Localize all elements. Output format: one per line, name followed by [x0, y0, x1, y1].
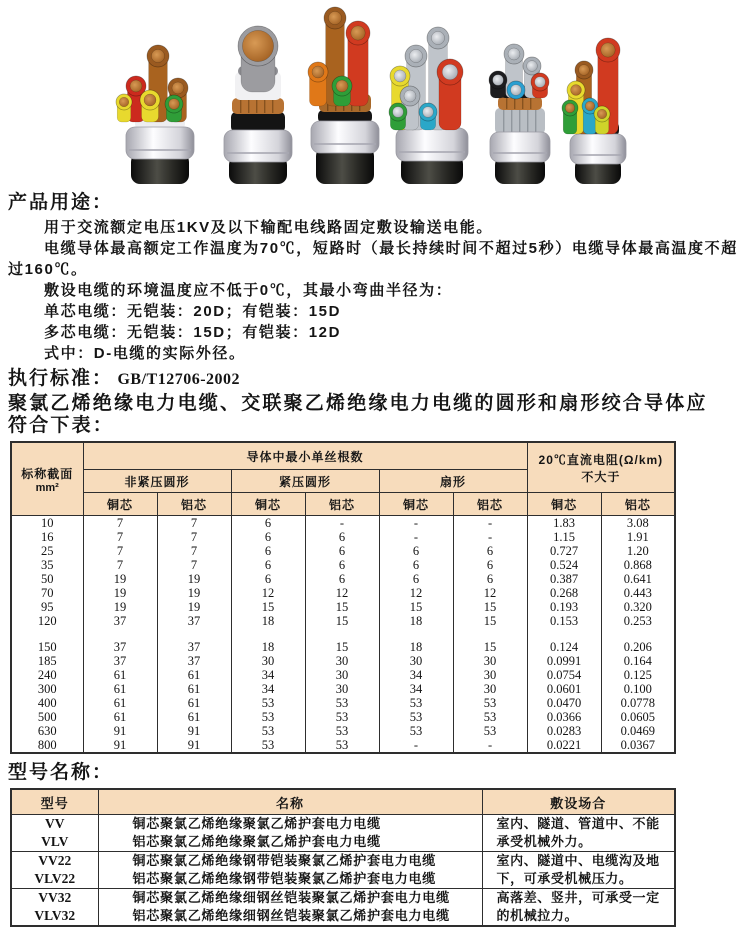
conductor-cell: 16	[11, 530, 83, 544]
spacer-cell	[379, 628, 453, 640]
th-copper-core: 铜芯	[83, 493, 157, 516]
th-min-strands: 导体中最小单丝根数	[83, 442, 527, 470]
model-row	[11, 889, 675, 908]
conductor-cell: 61	[83, 668, 157, 682]
th-dc-resistance: 20℃直流电阻(Ω/km) 不大于	[527, 442, 675, 493]
conductor-cell: 12	[305, 586, 379, 600]
conductor-cell: 53	[305, 724, 379, 738]
conductor-cell: 30	[305, 654, 379, 668]
conductor-cell: 19	[157, 572, 231, 586]
model-code: VV32	[11, 889, 98, 908]
conductor-cell: 0.727	[527, 544, 601, 558]
standard-line	[8, 368, 690, 391]
conductor-row	[11, 710, 675, 724]
cable-sample	[389, 27, 468, 184]
conductor-row	[11, 738, 675, 753]
conductor-cell: 30	[231, 654, 305, 668]
laying-occasion: 高落差、竖井，可承受一定的机械拉力。	[482, 889, 675, 927]
conductor-cell: 0.253	[601, 614, 675, 628]
conductor-table	[10, 441, 676, 754]
conductor-cell: 53	[379, 710, 453, 724]
conductor-row	[11, 572, 675, 586]
conductor-cell: 6	[231, 516, 305, 531]
conductor-cell: 53	[231, 696, 305, 710]
conductor-row	[11, 640, 675, 654]
conductor-cell: 6	[453, 544, 527, 558]
usage-paragraph: 多芯电缆：无铠装：15D；有铠装：12D	[44, 324, 342, 341]
conductor-cell: 0.0470	[527, 696, 601, 710]
conductor-cell: 15	[305, 600, 379, 614]
conductor-cell: 30	[305, 668, 379, 682]
th-aluminum-core: 铝芯	[157, 493, 231, 516]
conductor-cell: -	[453, 516, 527, 531]
conductor-cell: 37	[157, 640, 231, 654]
conductor-cell: 37	[83, 614, 157, 628]
conductor-cell: 1.83	[527, 516, 601, 531]
conductor-cell: 53	[231, 710, 305, 724]
conductor-cell: 6	[379, 544, 453, 558]
models-title: 型号名称：	[8, 762, 114, 783]
conductor-cell: 61	[157, 696, 231, 710]
conductor-cell: 53	[453, 696, 527, 710]
conductor-cell: 0.0469	[601, 724, 675, 738]
conductor-cell: 53	[305, 696, 379, 710]
conductor-cell: 30	[453, 668, 527, 682]
usage-title: 产品用途：	[8, 192, 114, 213]
conductor-cell: 0.206	[601, 640, 675, 654]
conductor-cell: 53	[379, 724, 453, 738]
conductor-cell: 91	[83, 738, 157, 753]
conductor-cell: 0.0778	[601, 696, 675, 710]
conductor-cell: 53	[453, 710, 527, 724]
conductor-cell: 19	[83, 600, 157, 614]
conductor-cell: 53	[453, 724, 527, 738]
conductor-cell: 18	[379, 614, 453, 628]
laying-occasion: 室内、隧道、管道中、不能承受机械外力。	[482, 815, 675, 852]
spacer-cell	[157, 628, 231, 640]
conductor-cell: 0.0991	[527, 654, 601, 668]
conductor-cell: 7	[83, 558, 157, 572]
conductor-cell: -	[305, 516, 379, 531]
conductor-cell: 95	[11, 600, 83, 614]
conductor-row	[11, 586, 675, 600]
conductor-cell: 6	[453, 558, 527, 572]
conductor-cell: 6	[231, 572, 305, 586]
conductor-cell: 15	[453, 600, 527, 614]
conductor-cell: 15	[379, 600, 453, 614]
conductor-cell: 150	[11, 640, 83, 654]
cable-sample	[489, 44, 550, 184]
conductor-cell: 53	[379, 696, 453, 710]
conductor-cell: 34	[379, 668, 453, 682]
conductor-cell: 37	[83, 640, 157, 654]
usage-paragraph: 式中：D-电缆的实际外径。	[44, 345, 246, 362]
conductor-row	[11, 544, 675, 558]
conductor-cell: 19	[157, 586, 231, 600]
conductor-cell: 0.125	[601, 668, 675, 682]
conductor-cell: 53	[305, 710, 379, 724]
conductor-cell: 0.641	[601, 572, 675, 586]
conductor-cell: -	[379, 516, 453, 531]
conductor-cell: 15	[453, 640, 527, 654]
conductor-cell: 18	[379, 640, 453, 654]
conductor-cell: 3.08	[601, 516, 675, 531]
conductor-cell: 400	[11, 696, 83, 710]
conductor-cell: 0.0605	[601, 710, 675, 724]
conductor-cell: 0.124	[527, 640, 601, 654]
conductor-cell: 37	[157, 614, 231, 628]
cable-sample	[308, 7, 379, 184]
conductor-cell: 7	[157, 544, 231, 558]
model-name: 铜芯聚氯乙烯绝缘钢带铠装聚氯乙烯护套电力电缆	[98, 852, 482, 871]
conductor-row	[11, 558, 675, 572]
conductor-cell: 18	[231, 640, 305, 654]
conductor-cell: 6	[379, 558, 453, 572]
conductor-cell: 7	[83, 516, 157, 531]
th-copper-core: 铜芯	[527, 493, 601, 516]
conductor-cell: 12	[231, 586, 305, 600]
usage-paragraph: 敷设电缆的环境温度应不低于0℃，其最小弯曲半径为：	[44, 282, 453, 299]
conductor-cell: 61	[83, 682, 157, 696]
model-code: VLV22	[11, 870, 98, 889]
conductor-row	[11, 614, 675, 628]
standard-value: GB/T12706-2002	[117, 371, 241, 388]
conductor-cell: 53	[231, 738, 305, 753]
usage-paragraph: 单芯电缆：无铠装：20D；有铠装：15D	[44, 303, 342, 320]
conductor-row	[11, 600, 675, 614]
th-nominal-section: 标称截面 mm²	[11, 442, 83, 516]
conductor-cell: 0.868	[601, 558, 675, 572]
intro-line-2: 符合下表：	[8, 415, 115, 436]
conductor-cell: 37	[83, 654, 157, 668]
conductor-cell: 0.193	[527, 600, 601, 614]
conductor-cell: 7	[157, 558, 231, 572]
conductor-cell: 0.524	[527, 558, 601, 572]
conductor-cell: 120	[11, 614, 83, 628]
model-name: 铜芯聚氯乙烯绝缘细钢丝铠装聚氯乙烯护套电力电缆	[98, 889, 482, 908]
model-code: VLV	[11, 833, 98, 852]
conductor-cell: 91	[157, 738, 231, 753]
spacer-cell	[601, 628, 675, 640]
conductor-cell: -	[379, 530, 453, 544]
conductor-cell: -	[453, 530, 527, 544]
th-noncompacted-round: 非紧压圆形	[83, 470, 231, 493]
usage-paragraph: 用于交流额定电压1KV及以下输配电线路固定敷设输送电能。	[44, 219, 493, 236]
conductor-cell: 91	[157, 724, 231, 738]
conductor-cell: 185	[11, 654, 83, 668]
conductor-cell: 0.0754	[527, 668, 601, 682]
conductor-cell: 1.15	[527, 530, 601, 544]
conductor-cell: 50	[11, 572, 83, 586]
model-table	[10, 788, 676, 927]
conductor-cell: 6	[231, 558, 305, 572]
th-aluminum-core: 铝芯	[453, 493, 527, 516]
conductor-cell: 61	[157, 710, 231, 724]
conductor-cell: -	[379, 738, 453, 753]
conductor-cell: 6	[305, 530, 379, 544]
conductor-cell: 34	[231, 668, 305, 682]
conductor-cell: 10	[11, 516, 83, 531]
th-copper-core: 铜芯	[379, 493, 453, 516]
conductor-cell: 25	[11, 544, 83, 558]
conductor-cell: 300	[11, 682, 83, 696]
conductor-table-intro	[8, 393, 708, 437]
model-row	[11, 815, 675, 834]
conductor-cell: 1.20	[601, 544, 675, 558]
conductor-cell: 19	[83, 572, 157, 586]
cable-samples-photo	[0, 0, 700, 190]
conductor-cell: 0.0601	[527, 682, 601, 696]
cable-sample	[224, 26, 292, 184]
conductor-cell: 500	[11, 710, 83, 724]
conductor-cell: 6	[453, 572, 527, 586]
conductor-row	[11, 682, 675, 696]
conductor-cell: 6	[379, 572, 453, 586]
spacer-cell	[83, 628, 157, 640]
conductor-row	[11, 654, 675, 668]
conductor-cell: 7	[157, 516, 231, 531]
conductor-cell: 61	[157, 668, 231, 682]
conductor-cell: 6	[305, 544, 379, 558]
th-laying-occasion: 敷设场合	[482, 789, 675, 815]
laying-occasion: 室内、隧道中、电缆沟及地下，可承受机械压力。	[482, 852, 675, 889]
conductor-cell: 6	[231, 530, 305, 544]
conductor-row	[11, 516, 675, 531]
conductor-cell: 30	[453, 654, 527, 668]
spacer-cell	[453, 628, 527, 640]
conductor-cell: 15	[231, 600, 305, 614]
conductor-row	[11, 696, 675, 710]
conductor-cell: 7	[83, 530, 157, 544]
cable-sample	[116, 45, 194, 184]
model-name: 铝芯聚氯乙烯绝缘钢带铠装聚氯乙烯护套电力电缆	[98, 870, 482, 889]
conductor-cell: 12	[379, 586, 453, 600]
th-model: 型号	[11, 789, 98, 815]
conductor-cell: 0.164	[601, 654, 675, 668]
model-code: VV	[11, 815, 98, 834]
spacer-cell	[305, 628, 379, 640]
th-aluminum-core: 铝芯	[305, 493, 379, 516]
conductor-cell: 70	[11, 586, 83, 600]
conductor-cell: 7	[83, 544, 157, 558]
conductor-cell: 53	[231, 724, 305, 738]
conductor-cell: 15	[305, 640, 379, 654]
conductor-cell: 61	[83, 696, 157, 710]
conductor-cell: 15	[453, 614, 527, 628]
conductor-cell: 6	[305, 572, 379, 586]
model-name: 铝芯聚氯乙烯绝缘细钢丝铠装聚氯乙烯护套电力电缆	[98, 907, 482, 926]
conductor-cell: 30	[453, 682, 527, 696]
th-copper-core: 铜芯	[231, 493, 305, 516]
usage-paragraph: 电缆导体最高额定工作温度为70℃，短路时（最长持续时间不超过5秒）电缆导体最高温度不超	[44, 240, 738, 257]
conductor-cell: 0.100	[601, 682, 675, 696]
conductor-cell: 7	[157, 530, 231, 544]
conductor-cell: 61	[83, 710, 157, 724]
conductor-cell: 1.91	[601, 530, 675, 544]
model-code: VLV32	[11, 907, 98, 926]
conductor-cell: 35	[11, 558, 83, 572]
model-name: 铜芯聚氯乙烯绝缘聚氯乙烯护套电力电缆	[98, 815, 482, 834]
conductor-cell: 6	[231, 544, 305, 558]
conductor-row	[11, 530, 675, 544]
conductor-cell: 53	[305, 738, 379, 753]
conductor-cell: 800	[11, 738, 83, 753]
conductor-cell: 18	[231, 614, 305, 628]
spacer-cell	[527, 628, 601, 640]
conductor-row	[11, 724, 675, 738]
conductor-cell: 34	[231, 682, 305, 696]
conductor-cell: 15	[305, 614, 379, 628]
conductor-cell: 30	[305, 682, 379, 696]
conductor-cell: 37	[157, 654, 231, 668]
conductor-cell: 12	[453, 586, 527, 600]
conductor-cell: 19	[83, 586, 157, 600]
model-name: 铝芯聚氯乙烯绝缘聚氯乙烯护套电力电缆	[98, 833, 482, 852]
usage-paragraphs	[8, 217, 738, 364]
group-spacer-row	[11, 628, 675, 640]
conductor-cell: -	[453, 738, 527, 753]
cable-sample	[562, 38, 626, 184]
conductor-cell: 240	[11, 668, 83, 682]
conductor-cell: 0.0366	[527, 710, 601, 724]
conductor-cell: 6	[305, 558, 379, 572]
conductor-cell: 34	[379, 682, 453, 696]
conductor-cell: 0.387	[527, 572, 601, 586]
usage-paragraph: 过160℃。	[8, 261, 88, 278]
conductor-cell: 0.268	[527, 586, 601, 600]
conductor-cell: 19	[157, 600, 231, 614]
model-code: VV22	[11, 852, 98, 871]
conductor-row	[11, 668, 675, 682]
conductor-cell: 0.320	[601, 600, 675, 614]
th-name: 名称	[98, 789, 482, 815]
spacer-cell	[11, 628, 83, 640]
conductor-cell: 630	[11, 724, 83, 738]
th-aluminum-core: 铝芯	[601, 493, 675, 516]
conductor-cell: 91	[83, 724, 157, 738]
th-compacted-round: 紧压圆形	[231, 470, 379, 493]
conductor-cell: 0.0367	[601, 738, 675, 753]
th-sector: 扇形	[379, 470, 527, 493]
conductor-cell: 0.0283	[527, 724, 601, 738]
spacer-cell	[231, 628, 305, 640]
conductor-cell: 61	[157, 682, 231, 696]
conductor-cell: 30	[379, 654, 453, 668]
conductor-cell: 0.153	[527, 614, 601, 628]
conductor-cell: 0.0221	[527, 738, 601, 753]
conductor-cell: 0.443	[601, 586, 675, 600]
intro-line-1: 聚氯乙烯绝缘电力电缆、交联聚乙烯绝缘电力电缆的圆形和扇形绞合导体应	[8, 393, 708, 414]
standard-label: 执行标准：	[8, 368, 114, 389]
model-row	[11, 852, 675, 871]
